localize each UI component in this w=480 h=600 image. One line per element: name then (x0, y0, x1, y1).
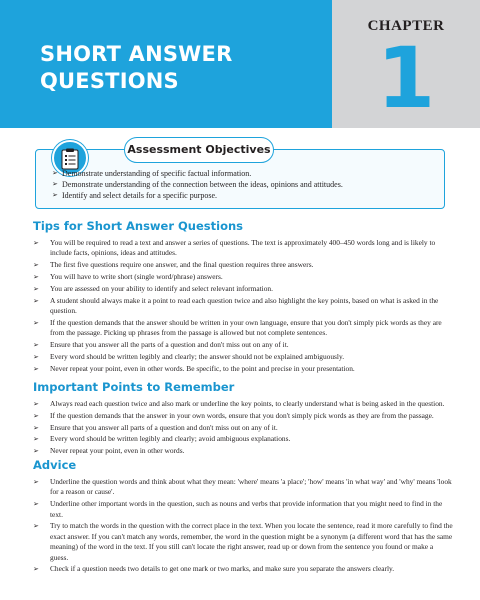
list-item: ➢ You will be required to read a text and answer a series of questions. The text is approximately 400–450 words long and is likely to include facts, opinions, ideas and attitudes. (33, 238, 436, 258)
list-item: ➢ Identify and select details for a specific purpose. (52, 191, 218, 200)
arrow-bullet-icon: ➢ (33, 239, 39, 247)
section-heading: Important Points to Remember (33, 380, 235, 394)
arrow-bullet-icon: ➢ (33, 478, 39, 486)
list-item: ➢ A student should always make it a point to read each question twice and also highlight the key points, based on what is asked in the question. (33, 295, 439, 315)
chapter-number: 1 (376, 29, 436, 127)
arrow-bullet-icon: ➢ (33, 318, 39, 327)
list-item: ➢ Underline other important words in the question, such as nouns and verbs that provide information that you might need to find in the text. (33, 499, 443, 519)
advice-section (33, 458, 453, 576)
arrow-bullet-icon: ➢ (33, 565, 39, 574)
objectives-title: Assessment Objectives (124, 137, 274, 163)
list-item: ➢ Never repeat your point, even in other words. (33, 446, 185, 456)
list-item: ➢ Never repeat your point, even in other words. Be specific, to the point and precise in your presentation. (33, 363, 355, 373)
list-item: ➢ Demonstrate understanding of the connection between the ideas, opinions and attitudes. (52, 180, 343, 189)
list-item: ➢ Check if a question needs two details to get one mark or two marks, and make sure you separate the answers clearly. (33, 564, 395, 574)
arrow-bullet-icon: ➢ (33, 423, 39, 432)
title-band (0, 0, 332, 128)
arrow-bullet-icon: ➢ (33, 411, 39, 420)
arrow-bullet-icon: ➢ (33, 364, 39, 373)
list-item: ➢ Every word should be written legibly and clearly; avoid ambiguous explanations. (33, 434, 291, 444)
chapter-label: CHAPTER (367, 18, 445, 34)
important-points-section (33, 380, 453, 458)
arrow-bullet-icon: ➢ (33, 500, 39, 509)
tips-list (33, 238, 453, 374)
assessment-objectives-box (35, 143, 445, 209)
arrow-bullet-icon: ➢ (33, 341, 39, 349)
list-item: ➢ Every word should be written legibly and clearly; the answer should not be explained ambiguously. (33, 351, 345, 361)
arrow-bullet-icon: ➢ (33, 284, 39, 293)
advice-list (33, 477, 453, 575)
important-points-list (33, 399, 453, 457)
chapter-banner (0, 0, 480, 128)
list-item: ➢ Try to match the words in the question with the correct place in the text. When you locate the sentence, read it more carefully to find the exact answer. If you can't match any words, remember, the word in the question might be a synonym (a different word that has the same meaning) of the word in the text. If you still can't locate the right answer, read up or down from the sentence you found or make a guess. (33, 521, 453, 562)
section-heading: Tips for Short Answer Questions (33, 219, 243, 233)
list-item: ➢ Underline the question words and think about what they mean: 'where' means 'a place'; 'how' means 'in what way' and 'why' means 'look for a reason or cause'. (33, 477, 452, 497)
list-item: ➢ If the question demands that the answer in your own words, ensure that you don't simply pick words as they are from the passage. (33, 410, 434, 420)
arrow-bullet-icon: ➢ (52, 180, 58, 188)
arrow-bullet-icon: ➢ (33, 261, 39, 270)
arrow-bullet-icon: ➢ (33, 400, 39, 408)
list-item: ➢ Ensure that you answer all the parts of a question and don't miss out on any of it. (33, 340, 289, 349)
objectives-list (52, 168, 442, 201)
page-title-line-2: QUESTIONS (40, 69, 179, 93)
list-item: ➢ The first five questions require one answer, and the final question requires three answers. (33, 260, 314, 270)
arrow-bullet-icon: ➢ (33, 447, 39, 456)
tips-section (33, 219, 453, 375)
chapter-box (332, 0, 480, 128)
arrow-bullet-icon: ➢ (33, 352, 39, 361)
section-heading: Advice (33, 458, 77, 472)
arrow-bullet-icon: ➢ (52, 191, 58, 199)
arrow-bullet-icon: ➢ (33, 273, 39, 281)
list-item: ➢ If the question demands that the answer should be written in your own language, ensure that you don't simply pick words as they are from the passage. Picking up phrases from the passage is allowed but not complete sentences. (33, 317, 442, 338)
arrow-bullet-icon: ➢ (52, 169, 58, 177)
list-item: ➢ You are assessed on your ability to identify and select relevant information. (33, 283, 273, 293)
list-item: ➢ Demonstrate understanding of specific factual information. (52, 169, 252, 178)
list-item: ➢ You will have to write short (single word/phrase) answers. (33, 272, 223, 281)
page-title (40, 41, 320, 95)
arrow-bullet-icon: ➢ (33, 435, 39, 444)
arrow-bullet-icon: ➢ (33, 296, 39, 305)
page-title-line-1: SHORT ANSWER (40, 42, 233, 66)
list-item: ➢ Always read each question twice and also mark or underline the key points, to clearly understand what is being asked in the question. (33, 399, 445, 408)
list-item: ➢ Ensure that you answer all parts of a question and don't miss out on any of it. (33, 422, 278, 432)
arrow-bullet-icon: ➢ (33, 522, 39, 531)
